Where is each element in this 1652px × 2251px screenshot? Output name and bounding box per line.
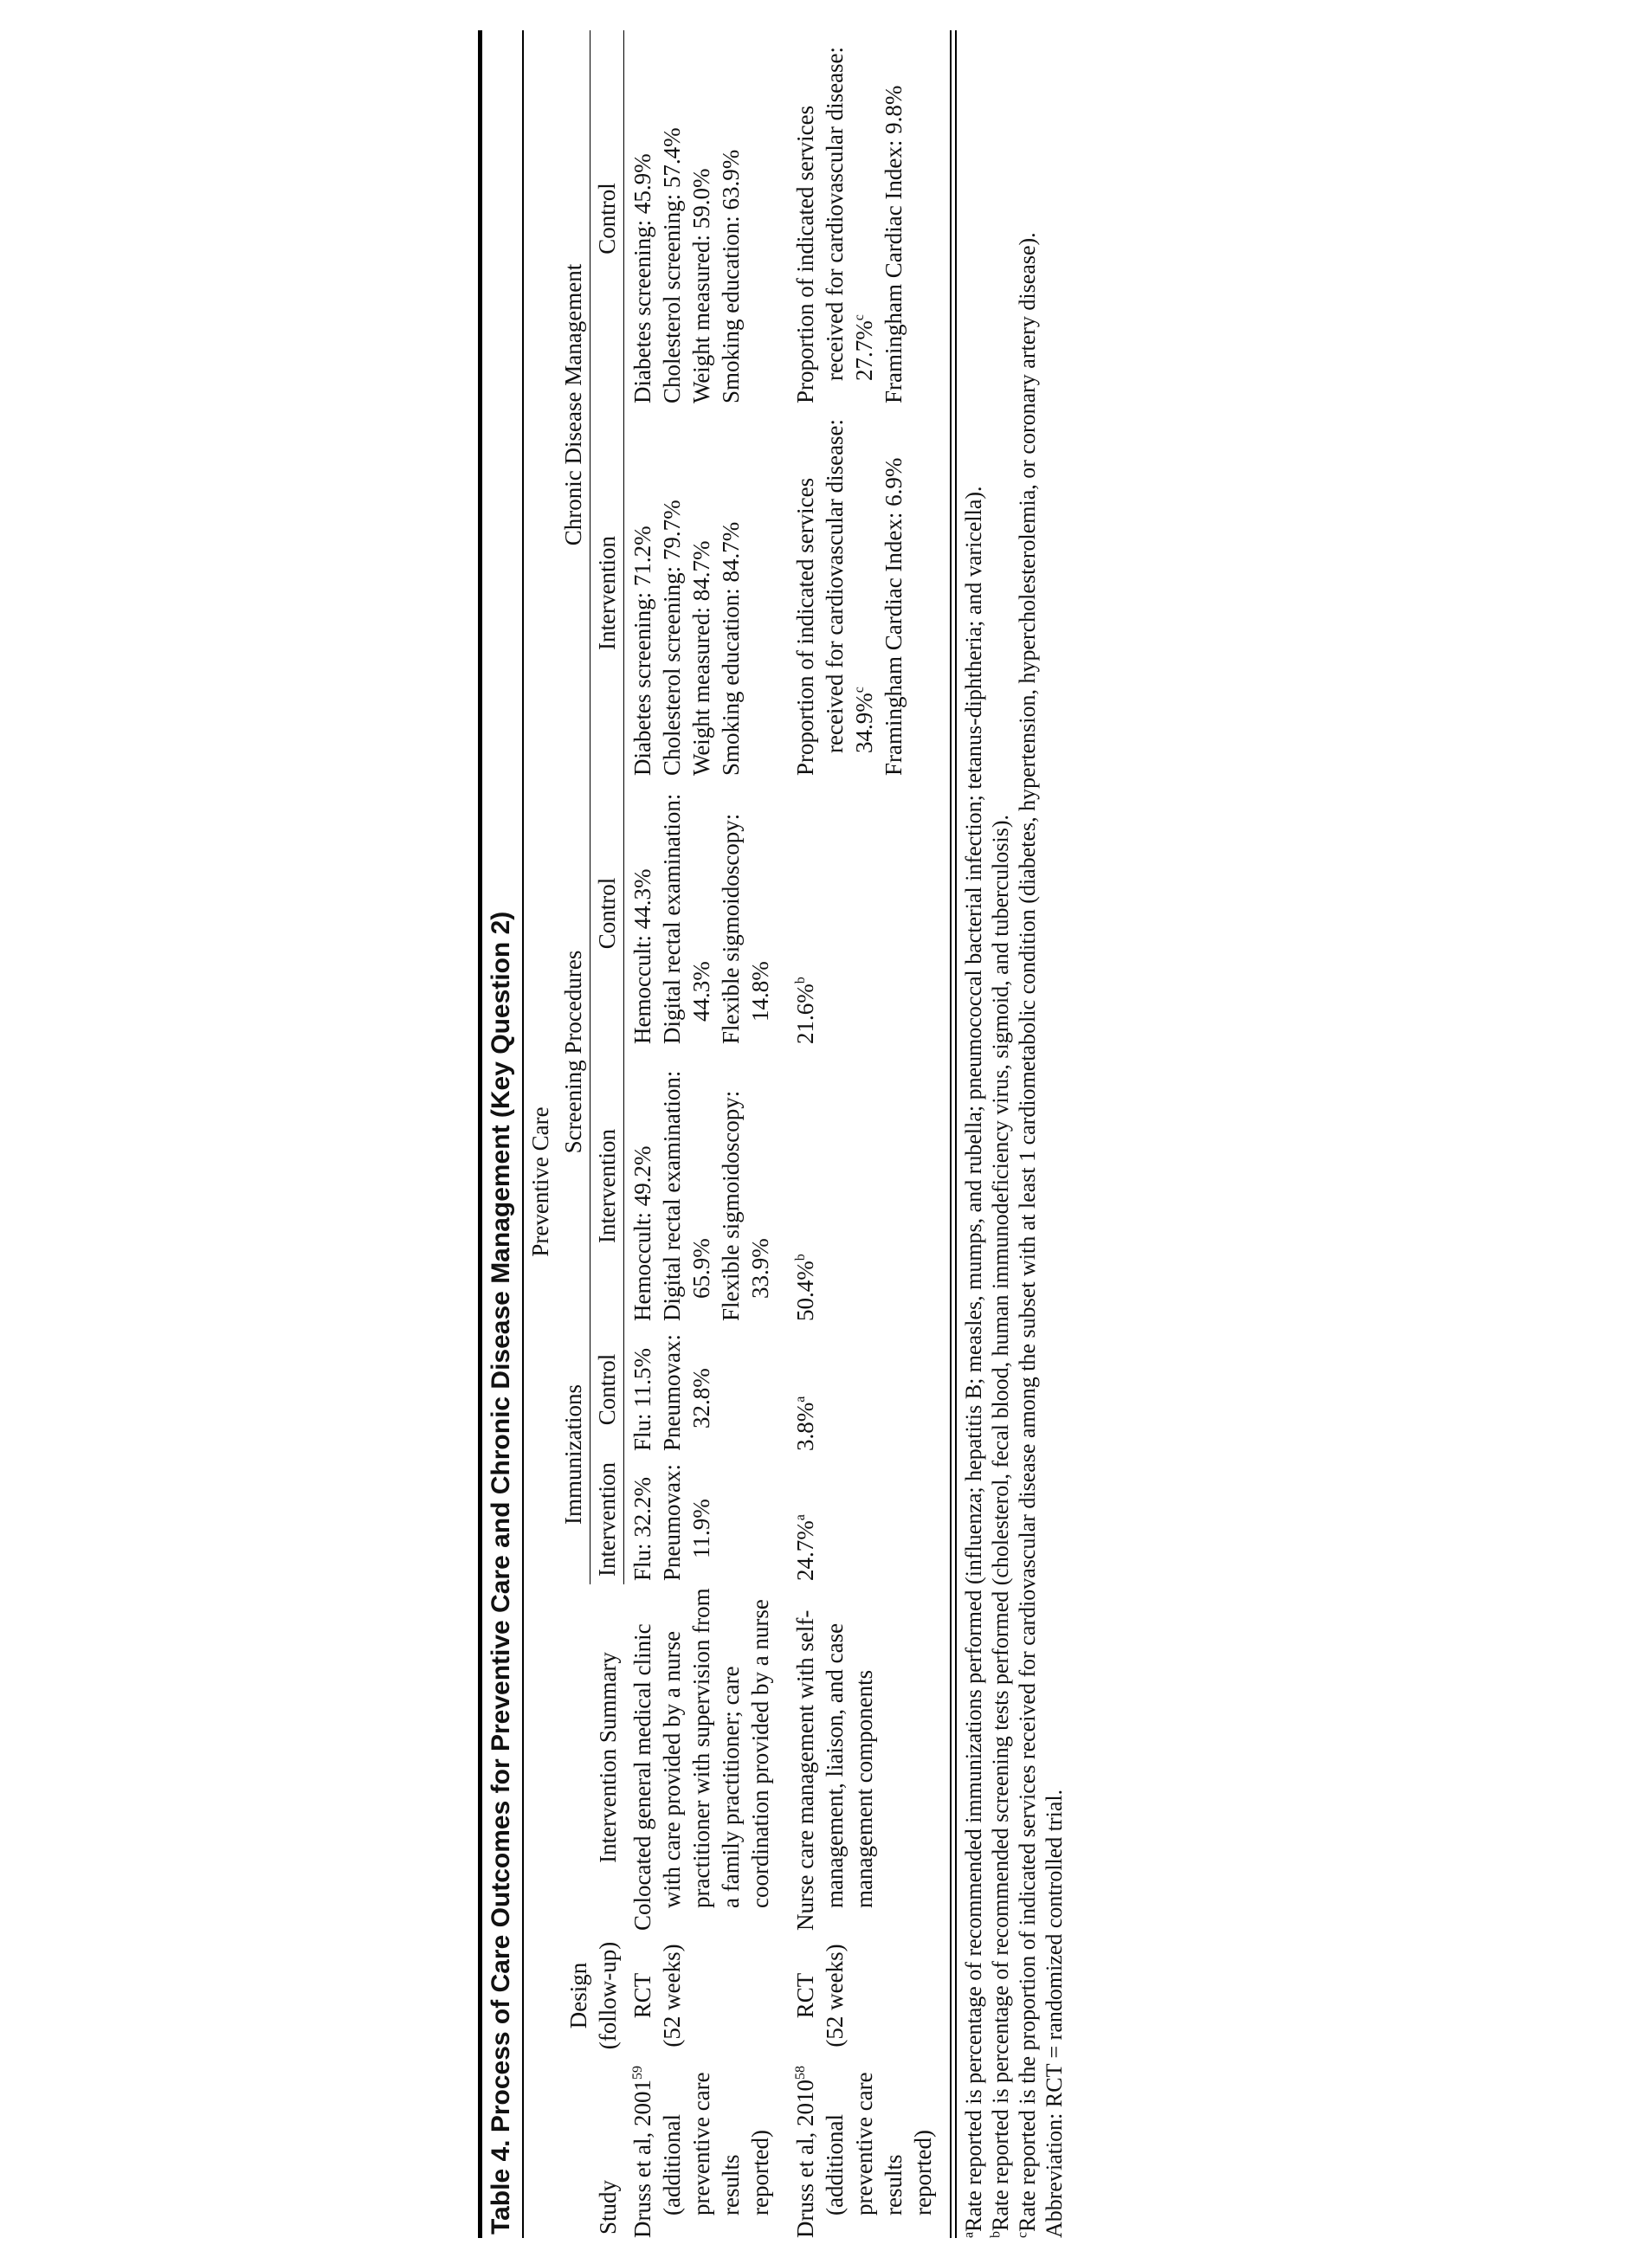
footnote-c <box>1014 30 1041 2238</box>
study-cell <box>787 2061 951 2238</box>
chr-ctl-value: Cholesterol screening: 57.4% <box>659 127 685 403</box>
header-row-1 <box>524 30 557 2238</box>
header-preventive-care: Preventive Care <box>527 1106 553 1257</box>
header-scr-control: Control <box>590 779 624 1048</box>
chr-ctl-cell <box>624 30 788 407</box>
chr-int-value: Diabetes screening: 71.2% <box>629 526 655 776</box>
header-scr-intervention: Intervention <box>590 1048 624 1325</box>
table-title: Table 4. Process of Care Outcomes for Preventive Care and Chronic Disease Management (Key Question 2) <box>478 30 524 2238</box>
header-design <box>524 1931 624 2061</box>
footnote-mark: c <box>852 687 867 693</box>
imm-ctl-value: 3.8% <box>792 1402 818 1451</box>
header-immunizations: Immunizations <box>557 1325 590 1584</box>
imm-ctl-cell <box>624 1325 788 1454</box>
design-value: RCT <box>629 1972 655 2019</box>
chr-int-cell <box>787 407 951 779</box>
imm-int-cell <box>787 1454 951 1584</box>
chr-ctl-value: Smoking education: 63.9% <box>718 149 744 403</box>
design-cell <box>624 1931 788 2061</box>
scr-ctl-value: 21.6% <box>792 984 818 1044</box>
chr-ctl-value: Diabetes screening: 45.9% <box>629 153 655 403</box>
footnote-mark: a <box>793 1514 808 1521</box>
chr-int-cell <box>624 407 788 779</box>
header-chr-control: Control <box>590 30 624 407</box>
scr-int-value: Hemoccult: 49.2% <box>629 1145 655 1321</box>
scr-int-value: Digital rectal examination: 65.9% <box>659 1070 714 1321</box>
header-imm-control: Control <box>590 1325 624 1454</box>
table-footnotes <box>955 30 1068 2238</box>
scr-int-value: Flexible sigmoidoscopy: 33.9% <box>718 1090 773 1321</box>
imm-ctl-value: Pneumovax: 32.8% <box>659 1334 714 1451</box>
scr-ctl-cell <box>624 779 788 1048</box>
header-screening: Screening Procedures <box>557 779 590 1325</box>
header-chr-intervention: Intervention <box>590 407 624 779</box>
table-row <box>787 30 951 2238</box>
scr-ctl-value: Digital rectal examination: 44.3% <box>659 793 714 1044</box>
header-design-line2: (follow-up) <box>594 1941 621 2050</box>
study-cell <box>624 2061 788 2238</box>
chr-int-prop-text: Proportion of indicated services received for cardiovascular disease: 34.9% <box>792 418 877 776</box>
footnote-b <box>987 30 1014 2238</box>
footnote-mark: b <box>988 2231 1003 2238</box>
imm-int-value: 24.7% <box>792 1520 818 1581</box>
chr-ctl-prop-text: Proportion of indicated services received for cardiovascular disease: 27.7% <box>792 46 877 403</box>
footnote-text: Rate reported is the proportion of indicated services received for cardiovascular disease among the subset with at least 1 cardiometabolic condition (diabetes, hypertension, hypercholesterolemia, or coronary artery disease). <box>1015 232 1040 2232</box>
imm-int-cell <box>624 1454 788 1584</box>
footnote-text: Rate reported is percentage of recommended immunizations performed (influenza; hepatitis B; measles, mumps, and rubella; pneumococcal bacterial infection; tetanus-diphtheria; and varicella). <box>961 486 986 2232</box>
chr-ctl-value: Weight measured: 59.0% <box>688 168 714 403</box>
scr-ctl-value: Flexible sigmoidoscopy: 14.8% <box>718 813 773 1044</box>
footnote-text: Rate reported is percentage of recommended screening tests performed (cholesterol, fecal blood, human immunodeficiency virus, sigmoid, and tuberculosis). <box>988 814 1013 2231</box>
header-design-line1: Design <box>565 1962 591 2029</box>
scr-int-cell <box>624 1048 788 1325</box>
footnote-mark: b <box>793 1254 808 1261</box>
followup-value: (52 weeks) <box>658 1944 685 2048</box>
imm-ctl-value: Flu: 11.5% <box>629 1347 655 1451</box>
table-row <box>624 30 788 2238</box>
footnote-a <box>960 30 987 2238</box>
chr-int-value: Smoking education: 84.7% <box>718 521 744 776</box>
imm-int-value: Flu: 32.2% <box>629 1476 655 1581</box>
imm-int-value: Pneumovax: 11.9% <box>659 1464 714 1581</box>
scr-int-value: 50.4% <box>792 1261 818 1321</box>
header-summary: Intervention Summary <box>594 1652 621 1863</box>
scr-int-cell <box>787 1048 951 1325</box>
summary-cell: Nurse care management with self-management, liaison, and case management components <box>792 1609 877 1931</box>
followup-value: (52 weeks) <box>822 1944 848 2048</box>
scr-ctl-cell <box>787 779 951 1048</box>
study-ref: 59 <box>629 2066 645 2080</box>
footnote-mark: b <box>793 977 808 984</box>
chr-ctl-framingham: Framingham Cardiac Index: 9.8% <box>881 85 907 403</box>
outcomes-table <box>524 30 952 2238</box>
summary-cell: Colocated general medical clinic with care provided by a nurse practitioner with supervision from a family practitioner; care coordination provided by a nurse <box>629 1588 773 1931</box>
imm-ctl-cell <box>787 1325 951 1454</box>
chr-int-proportion <box>791 410 879 776</box>
study-name: Druss et al, 2010 <box>792 2080 818 2238</box>
chr-int-framingham: Framingham Cardiac Index: 6.9% <box>881 457 907 776</box>
study-name: Druss et al, 2001 <box>629 2080 655 2238</box>
chr-ctl-cell <box>787 30 951 407</box>
header-imm-intervention: Intervention <box>590 1454 624 1584</box>
study-note: (additional preventive care results reported) <box>658 2072 773 2216</box>
study-ref: 58 <box>793 2066 808 2080</box>
study-note: (additional preventive care results reported) <box>822 2072 936 2216</box>
chr-int-value: Cholesterol screening: 79.7% <box>659 500 685 776</box>
rotated-page <box>3 4 1649 2247</box>
chr-int-value: Weight measured: 84.7% <box>688 540 714 776</box>
abbreviation-note: Abbreviation: RCT = randomized controlled trial. <box>1042 1789 1067 2238</box>
design-cell <box>787 1931 951 2061</box>
table-container <box>478 30 1068 2238</box>
footnote-mark: a <box>961 2231 977 2238</box>
header-chronic: Chronic Disease Management <box>524 30 590 779</box>
chr-ctl-proportion <box>791 34 879 403</box>
footnote-mark: c <box>852 314 867 321</box>
header-study: Study <box>594 2179 621 2235</box>
footnote-mark: a <box>793 1396 808 1403</box>
design-value: RCT <box>792 1972 818 2019</box>
footnote-mark: c <box>1015 2231 1030 2238</box>
scr-ctl-value: Hemoccult: 44.3% <box>629 868 655 1044</box>
